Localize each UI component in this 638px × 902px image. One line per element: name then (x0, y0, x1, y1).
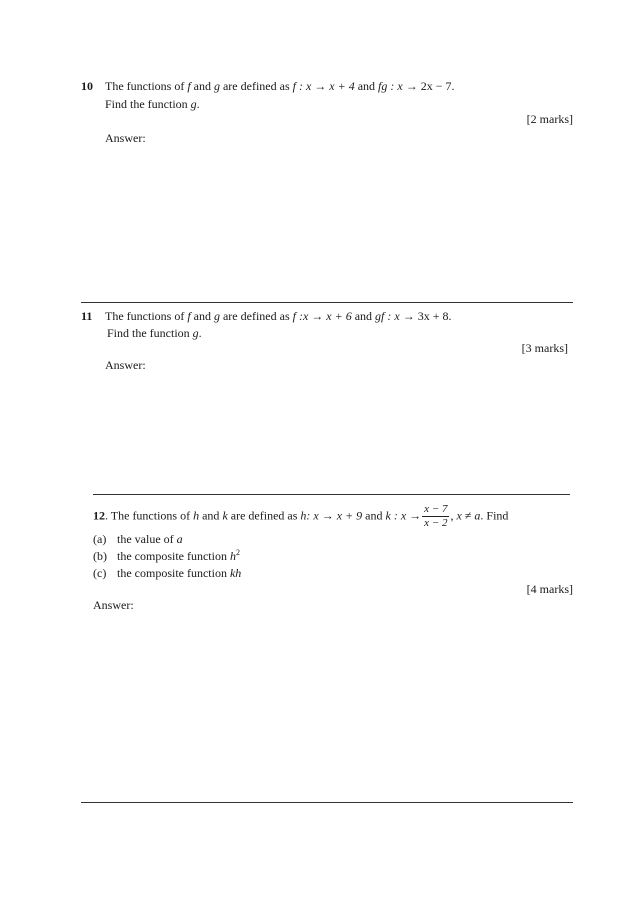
q12-part-c (93, 566, 241, 581)
q10-text: and (190, 79, 214, 93)
q11-text: The functions of (105, 309, 188, 323)
q12-def-h: h: x (300, 508, 319, 523)
arrow-icon: → (308, 309, 327, 323)
q12-statement (93, 503, 508, 530)
part-text: the value of (117, 532, 177, 546)
q12-divider (81, 802, 573, 803)
q11-instruction (107, 326, 202, 341)
fraction-denominator: x − 2 (424, 517, 448, 529)
q12-part-a (93, 532, 183, 547)
part-superscript: 2 (235, 548, 240, 557)
q10-def-f: f : x (292, 79, 312, 93)
q12-expr-h: x + 9 (336, 508, 363, 523)
q10-statement (105, 79, 454, 94)
q12-text: and (199, 508, 223, 523)
q11-text: . (198, 326, 202, 340)
q10-expr-fg: 2x − 7. (420, 79, 455, 93)
q11-statement (105, 309, 451, 324)
q11-text: and (351, 309, 376, 323)
part-text: the composite function (117, 549, 230, 563)
q12-fraction (422, 503, 449, 530)
arrow-icon: → (402, 79, 421, 93)
q11-text: Find the function (107, 326, 193, 340)
arrow-icon: → (399, 309, 418, 323)
q12-number: 12 (93, 508, 105, 523)
q12-text: . The functions of (105, 508, 194, 523)
part-label: (b) (93, 549, 107, 563)
q11-text: and (190, 309, 214, 323)
q11-answer-label: Answer: (105, 358, 146, 372)
part-var: a (176, 532, 183, 546)
q11-var-f: f (187, 309, 191, 323)
q12-part-b (93, 549, 240, 564)
q10-instruction (105, 97, 200, 112)
q10-var-g: g (190, 97, 197, 111)
arrow-icon: → (406, 508, 422, 523)
q12-text: and (362, 508, 386, 523)
q12-answer-label: Answer: (93, 598, 134, 612)
q10-text: are defined as (219, 79, 293, 93)
q10-text: Find the function (105, 97, 191, 111)
q11-text: are defined as (219, 309, 293, 323)
part-label: (a) (93, 532, 107, 546)
q11-expr-f: x + 6 (326, 309, 352, 323)
q12-var-h: h (193, 508, 200, 523)
part-var: h (229, 549, 236, 563)
q10-divider (81, 302, 573, 303)
arrow-icon: → (311, 79, 330, 93)
q10-answer-label: Answer: (105, 131, 146, 145)
q12-def-k: k : x (385, 508, 407, 523)
q12-var-k: k (222, 508, 228, 523)
q10-var-g: g (213, 79, 220, 93)
part-label: (c) (93, 566, 107, 580)
q10-expr-f: x + 4 (329, 79, 355, 93)
q11-def-gf: gf : x (375, 309, 400, 323)
q11-var-g: g (192, 326, 199, 340)
arrow-icon: → (318, 508, 337, 523)
q12-text: . Find (480, 508, 509, 523)
q10-number: 10 (81, 79, 93, 93)
q10-var-f: f (187, 79, 191, 93)
fraction-numerator: x − 7 (424, 503, 448, 515)
part-var: kh (229, 566, 242, 580)
q12-text: , (450, 508, 457, 523)
q10-marks: [2 marks] (526, 112, 573, 126)
q10-def-fg: fg : x (378, 79, 403, 93)
q12-condition: x ≠ a (456, 508, 481, 523)
q10-text: . (196, 97, 200, 111)
q11-expr-gf: 3x + 8. (417, 309, 452, 323)
q11-var-g: g (213, 309, 220, 323)
q10-text: The functions of (105, 79, 188, 93)
q12-marks: [4 marks] (526, 582, 573, 596)
q11-marks: [3 marks] (521, 341, 568, 355)
q11-def-f: f :x (292, 309, 309, 323)
q11-number: 11 (81, 309, 93, 323)
q11-divider (93, 494, 570, 495)
q10-text: and (354, 79, 379, 93)
part-text: the composite function (117, 566, 230, 580)
q12-text: are defined as (227, 508, 301, 523)
